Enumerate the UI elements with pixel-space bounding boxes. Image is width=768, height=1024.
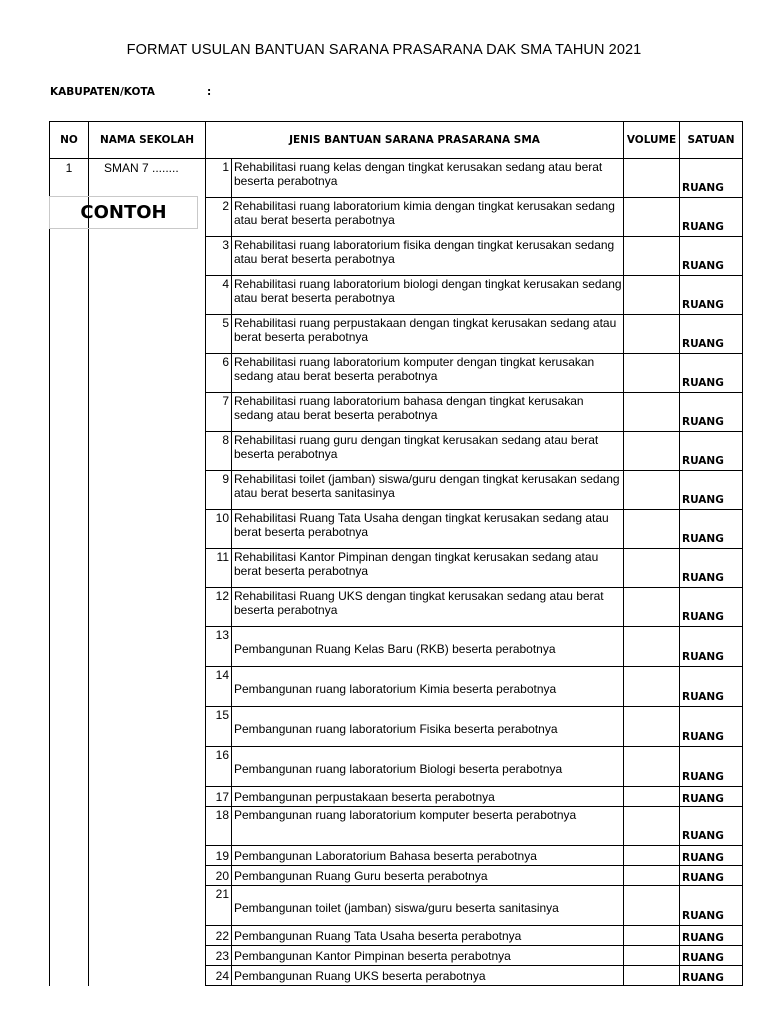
table-header-row [50,122,743,159]
item-volume[interactable] [624,846,680,866]
item-volume[interactable] [624,354,680,393]
item-volume[interactable] [624,787,680,807]
item-description: Rehabilitasi ruang perpustakaan dengan tingkat kerusakan sedang atau berat beserta perabotnya [232,315,624,354]
school-no: 1 [65,161,73,175]
item-description: Rehabilitasi ruang laboratorium biologi dengan tingkat kerusakan sedang atau berat beserta perabotnya [232,276,624,315]
item-number: 11 [206,549,232,588]
item-description: Pembangunan Laboratorium Bahasa beserta perabotnya [232,846,624,866]
item-satuan: RUANG [680,807,743,846]
kabupaten-kota-colon: : [207,86,212,98]
item-satuan: RUANG [680,886,743,926]
item-number: 1 [206,159,232,198]
table-body [50,159,743,986]
item-number: 2 [206,198,232,237]
item-satuan: RUANG [680,354,743,393]
item-description: Rehabilitasi Ruang UKS dengan tingkat kerusakan sedang atau berat beserta perabotnya [232,588,624,627]
item-number: 7 [206,393,232,432]
item-satuan: RUANG [680,627,743,667]
item-satuan: RUANG [680,432,743,471]
item-volume[interactable] [624,549,680,588]
item-description: Rehabilitasi Kantor Pimpinan dengan tingkat kerusakan sedang atau berat beserta perabotnya [232,549,624,588]
item-description: Rehabilitasi ruang laboratorium fisika dengan tingkat kerusakan sedang atau berat beserta perabotnya [232,237,624,276]
item-volume[interactable] [624,946,680,966]
item-description: Rehabilitasi ruang laboratorium kimia dengan tingkat kerusakan sedang atau berat beserta perabotnya [232,198,624,237]
item-number: 23 [206,946,232,966]
item-volume[interactable] [624,315,680,354]
item-satuan: RUANG [680,159,743,198]
item-satuan: RUANG [680,707,743,747]
item-number: 19 [206,846,232,866]
item-volume[interactable] [624,926,680,946]
item-satuan: RUANG [680,747,743,787]
item-number: 17 [206,787,232,807]
item-description: Rehabilitasi toilet (jamban) siswa/guru dengan tingkat kerusakan sedang atau berat beserta sanitasinya [232,471,624,510]
item-volume[interactable] [624,276,680,315]
item-description: Rehabilitasi ruang laboratorium komputer dengan tingkat kerusakan sedang atau berat beserta perabotnya [232,354,624,393]
item-description: Pembangunan ruang laboratorium Biologi beserta perabotnya [232,747,624,787]
item-number: 4 [206,276,232,315]
item-volume[interactable] [624,510,680,549]
item-number: 10 [206,510,232,549]
item-satuan: RUANG [680,926,743,946]
item-volume[interactable] [624,198,680,237]
item-satuan: RUANG [680,787,743,807]
item-volume[interactable] [624,588,680,627]
item-number: 18 [206,807,232,846]
contoh-stamp: CONTOH [49,196,198,229]
item-number: 5 [206,315,232,354]
item-volume[interactable] [624,667,680,707]
item-volume[interactable] [624,393,680,432]
item-description: Pembangunan Ruang Guru beserta perabotnya [232,866,624,886]
usulan-table [49,121,743,986]
item-volume[interactable] [624,471,680,510]
item-description: Pembangunan ruang laboratorium komputer beserta perabotnya [232,807,624,846]
item-number: 24 [206,966,232,986]
item-number: 21 [206,886,232,926]
item-satuan: RUANG [680,549,743,588]
item-volume[interactable] [624,432,680,471]
kabupaten-kota-label: KABUPATEN/KOTA [50,86,155,98]
item-number: 9 [206,471,232,510]
item-description: Pembangunan toilet (jamban) siswa/guru beserta sanitasinya [232,886,624,926]
item-volume[interactable] [624,807,680,846]
school-name: SMAN 7 ........ [104,161,179,175]
item-volume[interactable] [624,866,680,886]
header-volume: VOLUME [624,122,680,159]
header-jenis-bantuan: JENIS BANTUAN SARANA PRASARANA SMA [206,122,624,159]
item-description: Rehabilitasi ruang kelas dengan tingkat kerusakan sedang atau berat beserta perabotnya [232,159,624,198]
item-description: Rehabilitasi ruang guru dengan tingkat kerusakan sedang atau berat beserta perabotnya [232,432,624,471]
item-number: 3 [206,237,232,276]
item-satuan: RUANG [680,667,743,707]
item-volume[interactable] [624,886,680,926]
item-description: Pembangunan Kantor Pimpinan beserta perabotnya [232,946,624,966]
item-description: Pembangunan ruang laboratorium Fisika beserta perabotnya [232,707,624,747]
item-description: Pembangunan perpustakaan beserta perabotnya [232,787,624,807]
item-number: 22 [206,926,232,946]
item-volume[interactable] [624,159,680,198]
item-satuan: RUANG [680,866,743,886]
item-volume[interactable] [624,966,680,986]
school-name-cell [89,159,206,986]
kabupaten-kota-field [50,86,212,98]
item-description: Pembangunan Ruang UKS beserta perabotnya [232,966,624,986]
item-description: Rehabilitasi ruang laboratorium bahasa dengan tingkat kerusakan sedang atau berat beserta perabotnya [232,393,624,432]
table-row [50,159,743,198]
header-satuan: SATUAN [680,122,743,159]
item-description: Pembangunan Ruang Kelas Baru (RKB) beserta perabotnya [232,627,624,667]
item-number: 13 [206,627,232,667]
item-satuan: RUANG [680,393,743,432]
item-volume[interactable] [624,237,680,276]
item-satuan: RUANG [680,198,743,237]
item-description: Rehabilitasi Ruang Tata Usaha dengan tingkat kerusakan sedang atau berat beserta perabotnya [232,510,624,549]
item-satuan: RUANG [680,846,743,866]
item-volume[interactable] [624,627,680,667]
item-number: 15 [206,707,232,747]
item-satuan: RUANG [680,946,743,966]
item-number: 16 [206,747,232,787]
item-satuan: RUANG [680,237,743,276]
item-satuan: RUANG [680,588,743,627]
header-no: NO [50,122,89,159]
item-description: Pembangunan ruang laboratorium Kimia beserta perabotnya [232,667,624,707]
document-title: FORMAT USULAN BANTUAN SARANA PRASARANA DAK SMA TAHUN 2021 [126,42,642,58]
item-number: 12 [206,588,232,627]
item-number: 20 [206,866,232,886]
item-number: 8 [206,432,232,471]
item-number: 14 [206,667,232,707]
item-satuan: RUANG [680,315,743,354]
item-satuan: RUANG [680,510,743,549]
item-satuan: RUANG [680,471,743,510]
item-volume[interactable] [624,747,680,787]
item-satuan: RUANG [680,276,743,315]
header-nama-sekolah: NAMA SEKOLAH [89,122,206,159]
item-description: Pembangunan Ruang Tata Usaha beserta perabotnya [232,926,624,946]
school-no-cell [50,159,89,986]
item-volume[interactable] [624,707,680,747]
item-number: 6 [206,354,232,393]
item-satuan: RUANG [680,966,743,986]
